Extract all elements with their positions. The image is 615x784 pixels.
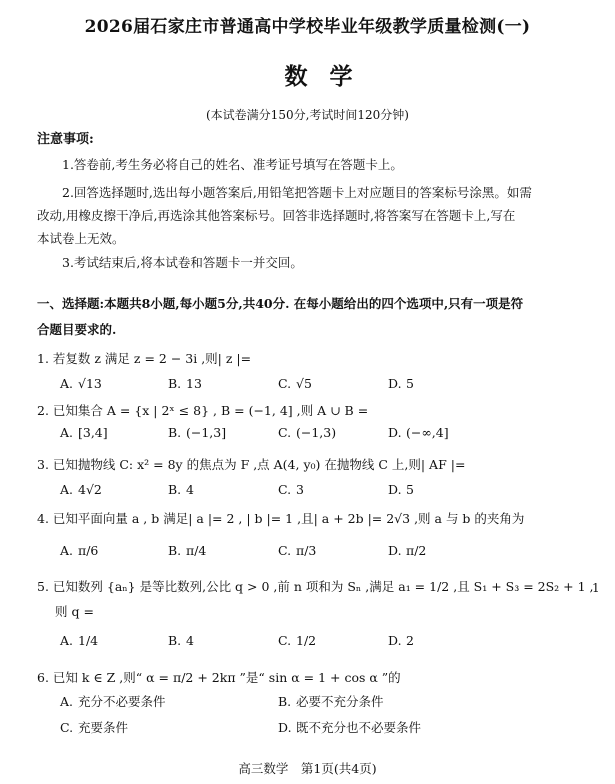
q1-option-d-text: 5 — [406, 376, 414, 391]
q6-option-d-text: 既不充分也不必要条件 — [296, 720, 422, 735]
q5-option-b-text: 4 — [186, 633, 194, 648]
q4-option-b — [168, 543, 206, 558]
section-heading-line-1: 一、选择题:本题共8小题,每小题5分,共40分. 在每小题给出的四个选项中,只有一项是符 — [37, 296, 524, 311]
q1-option-c-text: √5 — [296, 376, 312, 391]
q3-option-b — [168, 482, 194, 497]
q3-option-a-text: 4√2 — [78, 482, 102, 497]
q6-option-a-text: 充分不必要条件 — [78, 694, 166, 709]
q4-option-a-text: π/6 — [78, 543, 99, 558]
q6-option-c-text: 充要条件 — [78, 720, 129, 735]
note-item-3: 3.考试结束后,将本试卷和答题卡一并交回。 — [62, 255, 303, 270]
question-3-stem: 3. 已知抛物线 C: x² = 8y 的焦点为 F ,点 A(4, y₀) 在抛物线 C 上,则| AF |= — [37, 457, 466, 472]
exam-title: 2026届石家庄市普通高中学校毕业年级教学质量检测(一) — [84, 17, 531, 37]
option-label: B. — [168, 543, 182, 558]
q3-option-d-text: 5 — [406, 482, 414, 497]
q3-option-c-text: 3 — [296, 482, 304, 497]
q5-option-a — [60, 633, 98, 648]
q5-option-d-text: 2 — [406, 633, 414, 648]
q2-option-b — [168, 425, 226, 440]
option-label: A. — [60, 425, 74, 440]
option-label: A. — [60, 376, 74, 391]
question-1-stem: 1. 若复数 z 满足 z = 2 − 3i ,则| z |= — [37, 351, 252, 366]
q2-option-c-text: (−1,3) — [296, 425, 337, 440]
note-item-1: 1.答卷前,考生务必将自己的姓名、准考证号填写在答题卡上。 — [62, 157, 403, 172]
option-label: D. — [388, 633, 402, 648]
option-label: C. — [278, 425, 292, 440]
option-label: C. — [278, 376, 292, 391]
q4-option-a — [60, 543, 98, 558]
subject-title: 数学 — [284, 63, 375, 90]
q2-option-d — [388, 425, 449, 440]
note-item-2-line-3: 本试卷上无效。 — [37, 231, 125, 246]
q1-option-a-text: √13 — [78, 376, 102, 391]
q3-option-c — [278, 482, 304, 497]
option-label: A. — [60, 633, 74, 648]
q2-option-a — [60, 425, 108, 440]
q3-option-a — [60, 482, 102, 497]
margin-page-number: 1 — [592, 581, 600, 595]
option-label: C. — [60, 720, 74, 735]
q5-option-d — [388, 633, 414, 648]
q4-option-b-text: π/4 — [186, 543, 207, 558]
q4-option-c — [278, 543, 316, 558]
option-label: A. — [60, 694, 74, 709]
q4-option-d-text: π/2 — [406, 543, 427, 558]
option-label: C. — [278, 633, 292, 648]
q4-option-d — [388, 543, 426, 558]
q2-option-c — [278, 425, 336, 440]
q2-option-b-text: (−1,3] — [186, 425, 227, 440]
option-label: B. — [278, 694, 292, 709]
question-4-stem: 4. 已知平面向量 a , b 满足| a |= 2 , | b |= 1 ,且| a + 2b |= 2√3 ,则 a 与 b 的夹角为 — [37, 511, 525, 526]
option-label: A. — [60, 543, 74, 558]
option-label: D. — [388, 376, 402, 391]
q6-option-b — [278, 692, 384, 710]
q6-option-a — [60, 692, 166, 710]
q3-option-b-text: 4 — [186, 482, 194, 497]
page-footer: 高三数学 第1页(共4页) — [238, 761, 377, 776]
option-label: B. — [168, 633, 182, 648]
question-6-stem: 6. 已知 k ∈ Z ,则“ α = π/2 + 2kπ ”是“ sin α = 1 + cos α ”的 — [37, 670, 401, 685]
option-label: B. — [168, 482, 182, 497]
q1-option-d — [388, 376, 414, 391]
q6-option-b-text: 必要不充分条件 — [296, 694, 384, 709]
q1-option-b — [168, 376, 202, 391]
note-item-2-line-1: 2.回答选择题时,选出每小题答案后,用铅笔把答题卡上对应题目的答案标号涂黑。如需 — [62, 185, 532, 200]
option-label: C. — [278, 543, 292, 558]
q5-option-b — [168, 633, 194, 648]
question-2-stem: 2. 已知集合 A = {x | 2ˣ ≤ 8} , B = (−1, 4] ,则 A ∪ B = — [37, 403, 369, 418]
option-label: D. — [388, 482, 402, 497]
q5-option-c — [278, 633, 316, 648]
note-item-2-line-2: 改动,用橡皮擦干净后,再选涂其他答案标号。回答非选择题时,将答案写在答题卡上,写在 — [37, 208, 516, 223]
q6-option-d — [278, 718, 421, 736]
option-label: B. — [168, 376, 182, 391]
q2-option-d-text: (−∞,4] — [406, 425, 449, 440]
q5-option-c-text: 1/2 — [296, 633, 317, 648]
q4-option-c-text: π/3 — [296, 543, 317, 558]
option-label: C. — [278, 482, 292, 497]
question-5-stem-line-2: 则 q = — [55, 604, 94, 619]
q3-option-d — [388, 482, 414, 497]
q1-option-a — [60, 376, 102, 391]
q1-option-c — [278, 376, 312, 391]
q1-option-b-text: 13 — [186, 376, 202, 391]
option-label: A. — [60, 482, 74, 497]
option-label: B. — [168, 425, 182, 440]
section-heading-line-2: 合题目要求的. — [37, 322, 117, 337]
notes-heading: 注意事项: — [37, 132, 94, 147]
q2-option-a-text: [3,4] — [78, 425, 108, 440]
option-label: D. — [388, 425, 402, 440]
q6-option-c — [60, 718, 128, 736]
exam-info: (本试卷满分150分,考试时间120分钟) — [206, 108, 409, 122]
q5-option-a-text: 1/4 — [78, 633, 99, 648]
option-label: D. — [278, 720, 292, 735]
question-5-stem-line-1: 5. 已知数列 {aₙ} 是等比数列,公比 q > 0 ,前 n 项和为 Sₙ ,满足 a₁ = 1/2 ,且 S₁ + S₃ = 2S₂ + 1 , — [37, 579, 594, 594]
option-label: D. — [388, 543, 402, 558]
